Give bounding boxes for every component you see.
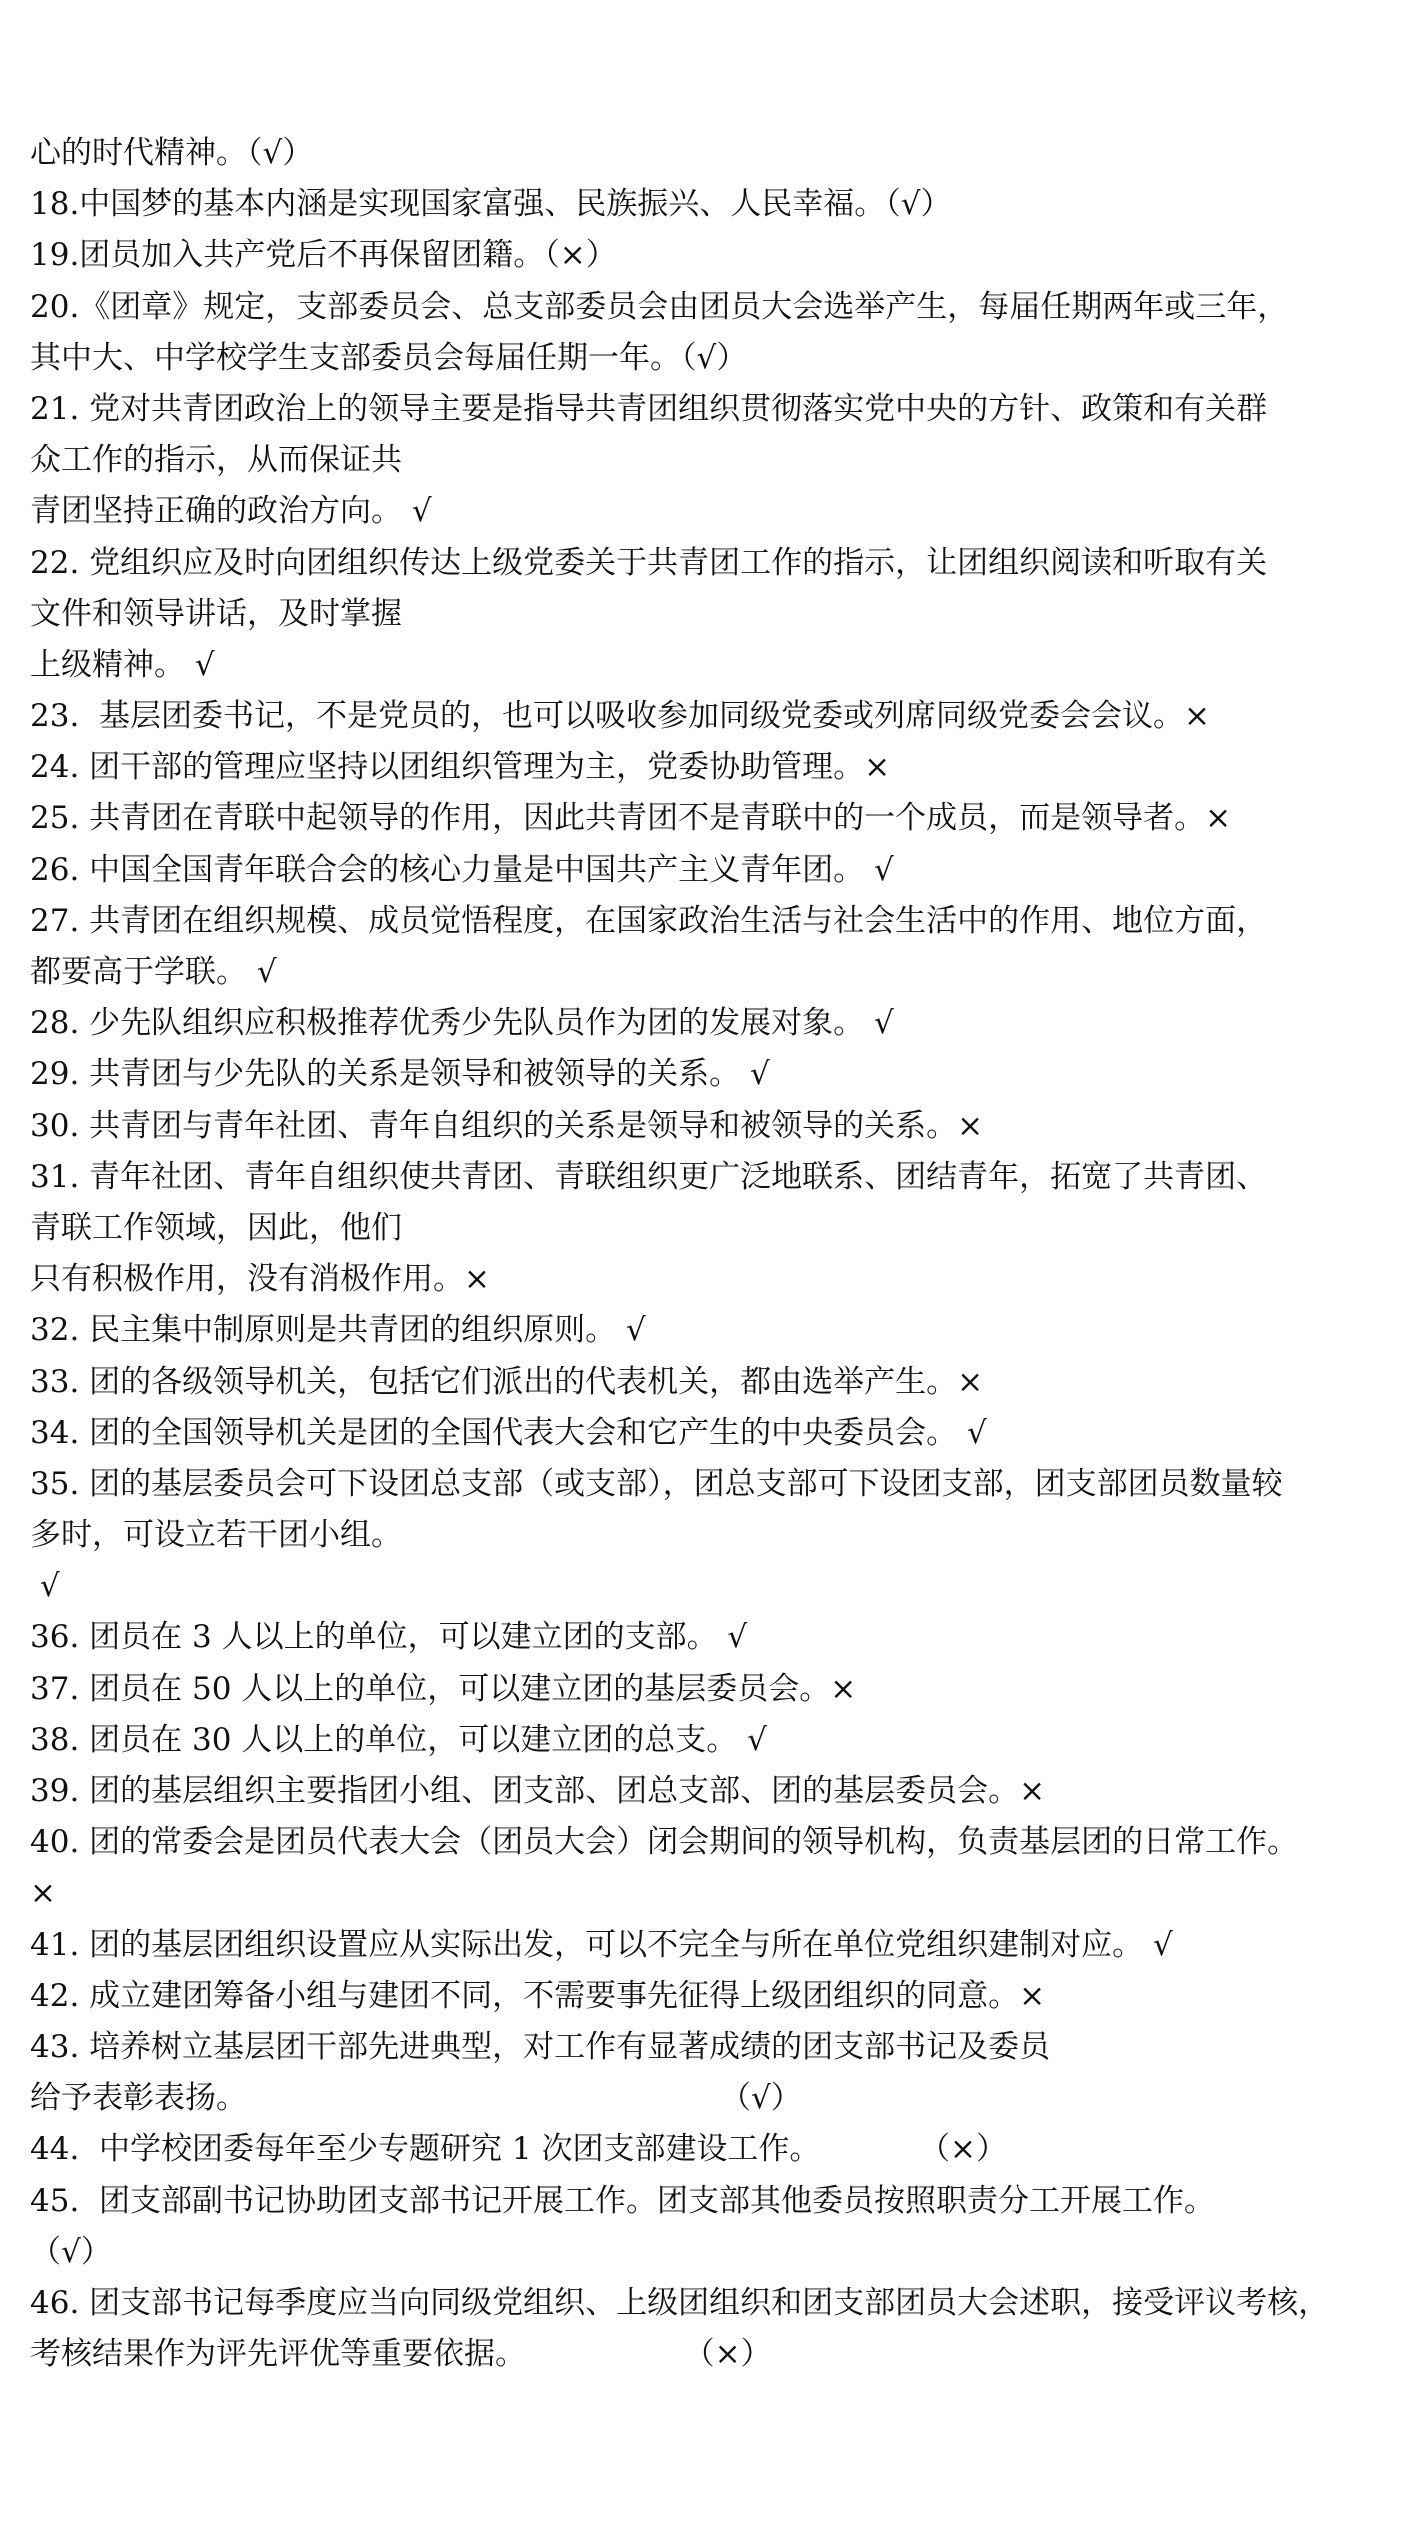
- text-line: 37. 团员在 50 人以上的单位，可以建立团的基层委员会。×: [30, 1670, 857, 1707]
- document-page: [30, 128, 1410, 2380]
- text-line: 多时，可设立若干团小组。: [30, 1517, 402, 1554]
- text-line: 29. 共青团与少先队的关系是领导和被领导的关系。 √: [30, 1056, 770, 1093]
- text-line: 上级精神。 √: [30, 646, 215, 683]
- text-line: ×: [30, 1875, 56, 1912]
- text-line: 33. 团的各级领导机关，包括它们派出的代表机关，都由选举产生。×: [30, 1363, 984, 1400]
- text-line: 心的时代精神。（√）: [30, 135, 314, 171]
- text-line: 28. 少先队组织应积极推荐优秀少先队员作为团的发展对象。 √: [30, 1005, 894, 1042]
- text-line: 青联工作领域，因此，他们: [30, 1209, 402, 1246]
- text-line: 36. 团员在 3 人以上的单位，可以建立团的支部。 √: [30, 1619, 748, 1656]
- text-line: 44. 中学校团委每年至少专题研究 1 次团支部建设工作。 （×）: [30, 2131, 1007, 2168]
- text-line: 45. 团支部副书记协助团支部书记开展工作。团支部其他委员按照职责分工开展工作。: [30, 2182, 1216, 2219]
- text-line: 38. 团员在 30 人以上的单位，可以建立团的总支。 √: [30, 1721, 767, 1758]
- text-line: 32. 民主集中制原则是共青团的组织原则。 √: [30, 1312, 646, 1349]
- text-line: 文件和领导讲话，及时掌握: [30, 595, 402, 632]
- text-line: 43. 培养树立基层团干部先进典型，对工作有显著成绩的团支部书记及委员: [30, 2028, 1051, 2065]
- text-line: 都要高于学联。 √: [30, 954, 277, 990]
- text-line: 其中大、中学校学生支部委员会每届任期一年。（√）: [30, 339, 748, 376]
- text-line: 20.《团章》规定，支部委员会、总支部委员会由团员大会选举产生，每届任期两年或三年，: [30, 288, 1289, 325]
- text-line: √: [30, 1568, 60, 1605]
- text-line: 22. 党组织应及时向团组织传达上级党委关于共青团工作的指示，让团组织阅读和听取有关: [30, 544, 1268, 581]
- text-line: 41. 团的基层团组织设置应从实际出发，可以不完全与所在单位党组织建制对应。 √: [30, 1926, 1173, 1963]
- text-line: 18.中国梦的基本内涵是实现国家富强、民族振兴、人民幸福。（√）: [30, 186, 952, 223]
- text-line: 考核结果作为评先评优等重要依据。 （×）: [30, 2336, 772, 2373]
- text-line: 26. 中国全国青年联合会的核心力量是中国共产主义青年团。 √: [30, 851, 894, 888]
- text-line: 众工作的指示，从而保证共: [30, 442, 402, 479]
- text-line: 25. 共青团在青联中起领导的作用，因此共青团不是青联中的一个成员，而是领导者。×: [30, 800, 1232, 837]
- text-line: 42. 成立建团筹备小组与建团不同，不需要事先征得上级团组织的同意。×: [30, 1977, 1046, 2014]
- text-line: 39. 团的基层组织主要指团小组、团支部、团总支部、团的基层委员会。×: [30, 1773, 1046, 1809]
- text-line: 27. 共青团在组织规模、成员觉悟程度，在国家政治生活与社会生活中的作用、地位方面，: [30, 902, 1268, 939]
- text-line: 30. 共青团与青年社团、青年自组织的关系是领导和被领导的关系。×: [30, 1107, 984, 1144]
- text-line: 21. 党对共青团政治上的领导主要是指导共青团组织贯彻落实党中央的方针、政策和有关群: [30, 390, 1268, 427]
- text-line: 35. 团的基层委员会可下设团总支部（或支部），团总支部可下设团支部，团支部团员数量较: [30, 1465, 1283, 1502]
- text-line: 给予表彰表扬。 （√）: [30, 2080, 802, 2117]
- text-line: 24. 团干部的管理应坚持以团组织管理为主，党委协助管理。×: [30, 749, 891, 786]
- text-line: 40. 团的常委会是团员代表大会（团员大会）闭会期间的领导机构，负责基层团的日常工作。: [30, 1824, 1299, 1861]
- text-line: 31. 青年社团、青年自组织使共青团、青联组织更广泛地联系、团结青年，拓宽了共青团、: [30, 1158, 1268, 1195]
- text-line: （√）: [30, 2233, 112, 2270]
- text-line: 只有积极作用，没有消极作用。×: [30, 1261, 490, 1298]
- text-line: 青团坚持正确的政治方向。 √: [30, 493, 432, 530]
- text-line: 19.团员加入共产党后不再保留团籍。（×）: [30, 237, 617, 274]
- text-line: 34. 团的全国领导机关是团的全国代表大会和它产生的中央委员会。 √: [30, 1414, 987, 1451]
- text-line: 23. 基层团委书记，不是党员的，也可以吸收参加同级党委或列席同级党委会会议。×: [30, 698, 1210, 735]
- text-line: 46. 团支部书记每季度应当向同级党组织、上级团组织和团支部团员大会述职，接受评议考核，: [30, 2284, 1330, 2321]
